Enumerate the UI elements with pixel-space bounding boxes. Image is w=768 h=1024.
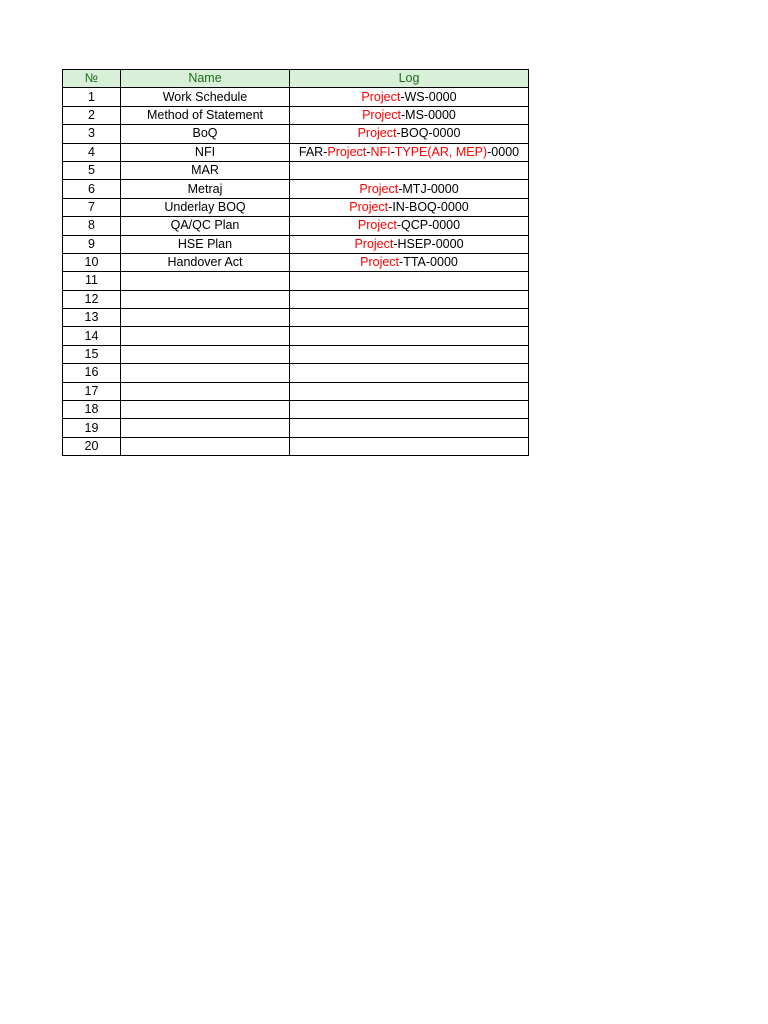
log-placeholder-segment: Project [359, 181, 399, 196]
log-placeholder-segment: Project [327, 144, 367, 159]
log-cell[interactable] [290, 88, 529, 106]
log-cell[interactable] [290, 327, 529, 345]
table-row [63, 106, 529, 124]
name-cell[interactable]: QA/QC Plan [121, 217, 290, 235]
table-row [63, 198, 529, 216]
table-row [63, 364, 529, 382]
log-code-segment: -IN-BOQ-0000 [388, 199, 469, 214]
row-number-cell[interactable]: 18 [63, 401, 121, 419]
log-placeholder-segment: Project [354, 236, 394, 251]
log-code-segment: -MTJ-0000 [398, 181, 459, 196]
log-placeholder-segment: Project [360, 255, 400, 270]
log-cell[interactable] [290, 253, 529, 271]
row-number-cell[interactable]: 20 [63, 437, 121, 455]
log-code-segment: -BOQ-0000 [396, 126, 461, 141]
row-number-cell[interactable]: 2 [63, 106, 121, 124]
header-row [63, 70, 529, 88]
table-row [63, 272, 529, 290]
name-cell[interactable]: HSE Plan [121, 235, 290, 253]
name-cell[interactable] [121, 401, 290, 419]
log-code-segment: - [390, 144, 395, 159]
table-row [63, 253, 529, 271]
row-number-cell[interactable]: 6 [63, 180, 121, 198]
table-row [63, 180, 529, 198]
name-cell[interactable]: NFI [121, 143, 290, 161]
table-row [63, 290, 529, 308]
log-cell[interactable] [290, 309, 529, 327]
log-cell[interactable] [290, 364, 529, 382]
name-cell[interactable] [121, 272, 290, 290]
log-cell[interactable] [290, 198, 529, 216]
log-cell[interactable] [290, 401, 529, 419]
log-cell[interactable] [290, 235, 529, 253]
table-row [63, 235, 529, 253]
row-number-cell[interactable]: 8 [63, 217, 121, 235]
name-cell[interactable] [121, 290, 290, 308]
name-cell[interactable] [121, 327, 290, 345]
name-cell[interactable]: Handover Act [121, 253, 290, 271]
table-row [63, 327, 529, 345]
log-placeholder-segment: Project [361, 89, 401, 104]
name-cell[interactable]: Method of Statement [121, 106, 290, 124]
row-number-cell[interactable]: 19 [63, 419, 121, 437]
row-number-cell[interactable]: 4 [63, 143, 121, 161]
name-cell[interactable]: MAR [121, 161, 290, 179]
log-cell[interactable] [290, 272, 529, 290]
log-cell[interactable] [290, 382, 529, 400]
name-cell[interactable]: Underlay BOQ [121, 198, 290, 216]
table-row [63, 88, 529, 106]
row-number-cell[interactable]: 10 [63, 253, 121, 271]
table-row [63, 382, 529, 400]
table-row [63, 419, 529, 437]
log-cell[interactable] [290, 106, 529, 124]
table-row [63, 345, 529, 363]
name-cell[interactable]: BoQ [121, 125, 290, 143]
header-log[interactable]: Log [290, 70, 529, 88]
row-number-cell[interactable]: 9 [63, 235, 121, 253]
row-number-cell[interactable]: 17 [63, 382, 121, 400]
row-number-cell[interactable]: 1 [63, 88, 121, 106]
log-placeholder-segment: NFI [370, 144, 391, 159]
log-placeholder-segment: Project [357, 218, 397, 233]
name-cell[interactable] [121, 345, 290, 363]
document-log-table [62, 69, 529, 456]
row-number-cell[interactable]: 13 [63, 309, 121, 327]
row-number-cell[interactable]: 14 [63, 327, 121, 345]
log-code-segment: -WS-0000 [400, 89, 457, 104]
table-row [63, 437, 529, 455]
table-row [63, 143, 529, 161]
log-placeholder-segment: TYPE(AR, MEP) [394, 144, 488, 159]
name-cell[interactable] [121, 364, 290, 382]
row-number-cell[interactable]: 16 [63, 364, 121, 382]
name-cell[interactable] [121, 437, 290, 455]
log-cell[interactable] [290, 217, 529, 235]
name-cell[interactable]: Metraj [121, 180, 290, 198]
log-code-segment: -HSEP-0000 [393, 236, 464, 251]
log-code-segment: -QCP-0000 [396, 218, 461, 233]
log-cell[interactable] [290, 290, 529, 308]
row-number-cell[interactable]: 12 [63, 290, 121, 308]
log-placeholder-segment: Project [357, 126, 397, 141]
log-cell[interactable] [290, 161, 529, 179]
table-body [63, 88, 529, 456]
row-number-cell[interactable]: 5 [63, 161, 121, 179]
log-code-segment: FAR- [298, 144, 328, 159]
log-placeholder-segment: Project [349, 199, 389, 214]
log-cell[interactable] [290, 143, 529, 161]
header-name[interactable]: Name [121, 70, 290, 88]
table-row [63, 217, 529, 235]
log-code-segment: - [366, 144, 371, 159]
log-placeholder-segment: Project [362, 107, 401, 122]
table-row [63, 309, 529, 327]
name-cell[interactable] [121, 309, 290, 327]
table-row [63, 161, 529, 179]
log-code-segment: -MS-0000 [401, 107, 456, 122]
table-row [63, 125, 529, 143]
log-cell[interactable] [290, 419, 529, 437]
log-code-segment: -0000 [487, 144, 520, 159]
row-number-cell[interactable]: 15 [63, 345, 121, 363]
name-cell[interactable]: Work Schedule [121, 88, 290, 106]
log-cell[interactable] [290, 180, 529, 198]
name-cell[interactable] [121, 382, 290, 400]
row-number-cell[interactable]: 3 [63, 125, 121, 143]
log-cell[interactable] [290, 437, 529, 455]
row-number-cell[interactable]: 11 [63, 272, 121, 290]
log-cell[interactable] [290, 125, 529, 143]
row-number-cell[interactable]: 7 [63, 198, 121, 216]
table-row [63, 401, 529, 419]
header-number[interactable]: № [63, 70, 121, 88]
log-cell[interactable] [290, 345, 529, 363]
name-cell[interactable] [121, 419, 290, 437]
log-code-segment: -TTA-0000 [399, 255, 458, 270]
